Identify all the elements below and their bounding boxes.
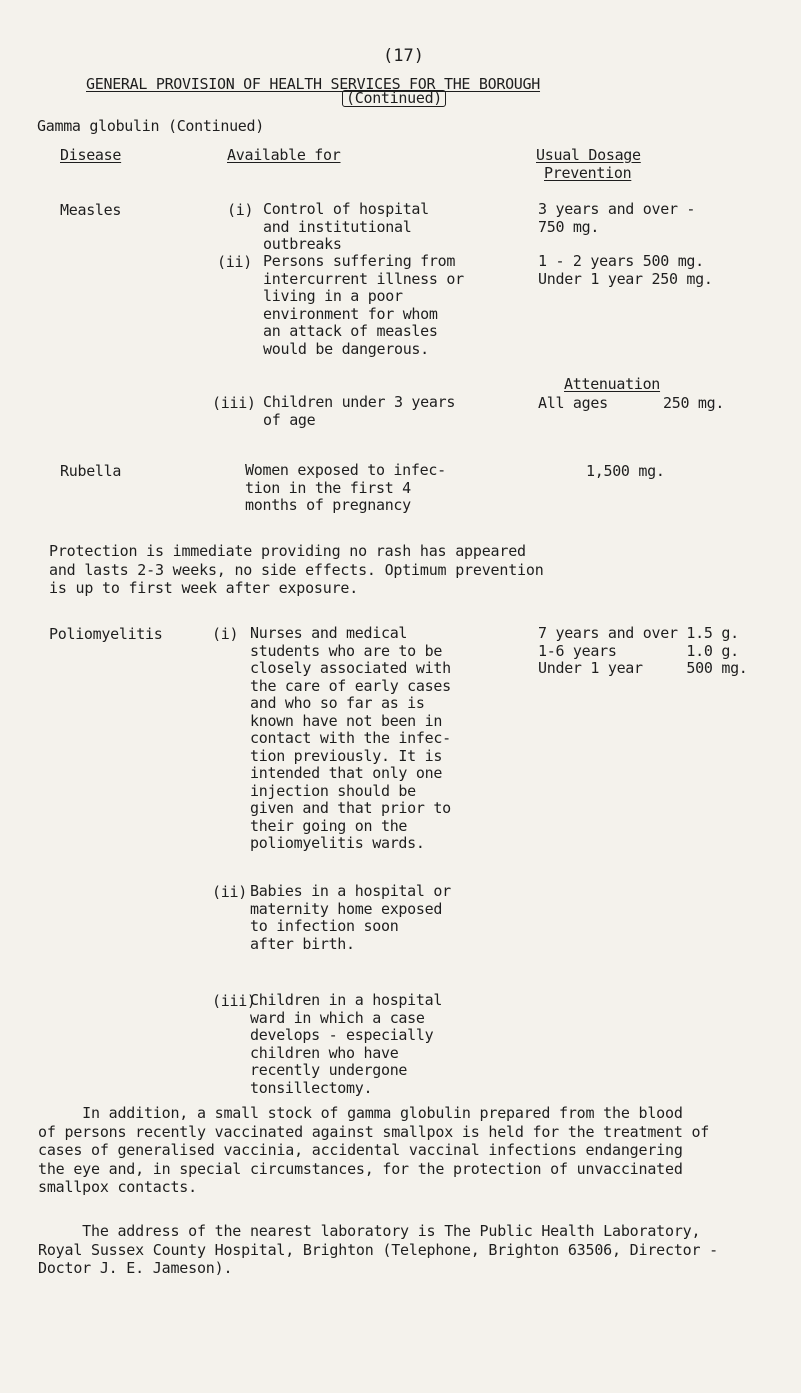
attenuation-heading: Attenuation [564,375,661,393]
measles-item-iii-text: Children under 3 years of age [263,393,456,429]
polio-item-iii-text: Children in a hospital ward in which a case develops - especially children who have recently undergone tonsillectomy. [250,991,443,1097]
attenuation-all-ages: All ages [538,394,608,412]
rubella-note: Protection is immediate providing no rash has appeared and lasts 2-3 weeks, no side effects. Optimum prevention is up to first week after exposure. [49,542,544,597]
page-heading: GENERAL PROVISION OF HEALTH SERVICES FOR THE BOROUGH [86,75,541,93]
polio-item-ii-text: Babies in a hospital or maternity home exposed to infection soon after birth. [250,882,451,953]
polio-item-i-text: Nurses and medical students who are to be closely associated with the care of early cases and who so far as is known have not been in contact with the infec- tion previously. It is intended that only one injection should be given and that prior to their going on the poliomyelitis wards. [250,624,451,852]
polio-item-i-number: (i) [212,625,239,643]
measles-item-ii-number: (ii) [217,253,252,271]
column-header-dosage: Usual Dosage [536,146,641,164]
disease-measles: Measles [60,201,122,219]
disease-poliomyelitis: Poliomyelitis [49,625,163,643]
measles-dosage-younger: 1 - 2 years 500 mg. Under 1 year 250 mg. [538,252,713,288]
section-subheading: Gamma globulin (Continued) [37,117,265,135]
rubella-text: Women exposed to infec- tion in the first 4 months of pregnancy [245,461,446,514]
measles-item-ii-text: Persons suffering from intercurrent illness or living in a poor environment for whom an attack of measles would be dangerous. [263,252,464,358]
column-header-prevention: Prevention [544,164,632,182]
attenuation-dosage: 250 mg. [663,394,725,412]
polio-dosage: 7 years and over 1.5 g. 1-6 years 1.0 g. Under 1 year 500 mg. [538,624,748,677]
measles-item-i-text: Control of hospital and institutional outbreaks [263,200,429,253]
polio-item-ii-number: (ii) [212,883,247,901]
column-header-disease: Disease [60,146,122,164]
measles-item-i-number: (i) [227,201,254,219]
disease-rubella: Rubella [60,462,122,480]
paragraph-laboratory-address: The address of the nearest laboratory is The Public Health Laboratory, Royal Sussex County Hospital, Brighton (Telephone, Brighton 63506, Director - Doctor J. E. Jameson). [38,1222,718,1277]
rubella-dosage: 1,500 mg. [586,462,665,480]
column-header-available: Available for [227,146,341,164]
page-number: (17) [383,46,424,66]
continued-label: (Continued) [342,90,446,107]
measles-item-iii-number: (iii) [212,394,256,412]
paragraph-smallpox-stock: In addition, a small stock of gamma globulin prepared from the blood of persons recently vaccinated against smallpox is held for the treatment of cases of generalised vaccinia, accidental vaccinal infections endangering the eye and, in special circumstances, for the protection of unvaccinated smallpox contacts. [38,1104,710,1196]
polio-item-iii-number: (iii) [212,992,256,1010]
measles-dosage-older: 3 years and over - 750 mg. [538,200,696,236]
